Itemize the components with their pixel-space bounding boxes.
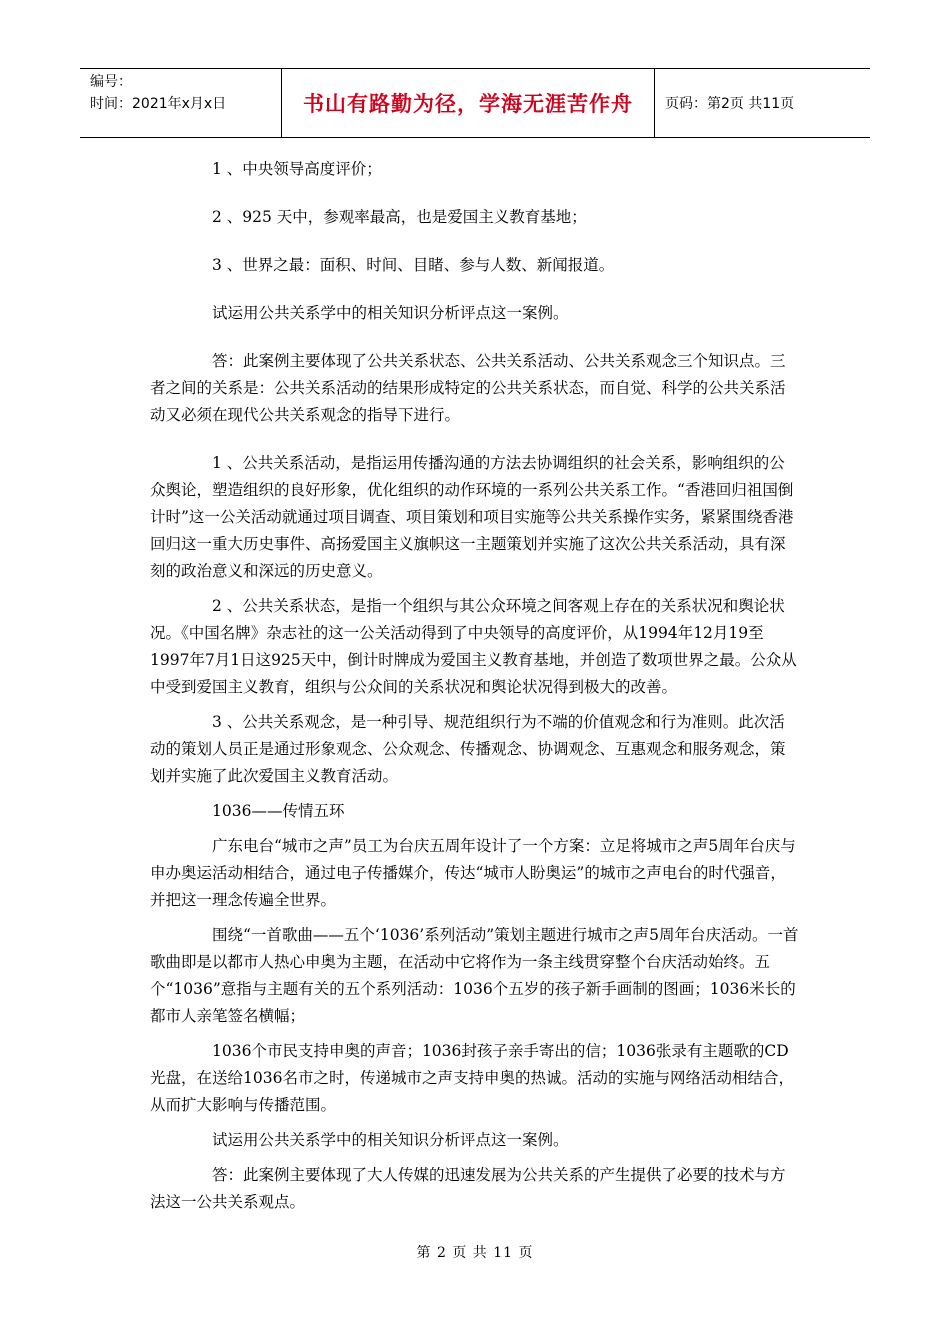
header-page-info: 页码：第2页 共11页 <box>665 96 795 112</box>
section-heading: 1036——传情五环 <box>212 802 345 820</box>
paragraph: 试运用公共关系学中的相关知识分析评点这一案例。 <box>212 1131 569 1149</box>
paragraph: 1 、公共关系活动，是指运用传播沟通的方法去协调组织的社会关系，影响组织的公众舆论，塑造组织的良好形象，优化组织的动作环境的一系列公共关系工作。“香港回归祖国倒计时”这一公关活动就通过项目调查、项目策划和项目实施等公共关系操作实务，紧紧围绕香港回归这一重大历史事件、高扬爱国主义旗帜这一主题策划并实施了这次公共关系活动，具有深刻的政治意义和深远的历史意义。 <box>150 454 794 580</box>
paragraph: 2 、公共关系状态，是指一个组织与其公众环境之间客观上存在的关系状况和舆论状况。《中国名牌》杂志社的这一公关活动得到了中央领导的高度评价，从1994年12月19至1997年7月1日这925天中，倒计时牌成为爱国主义教育基地，并创造了数项世界之最。公众从中受到爱国主义教育，组织与公众间的关系状况和舆论状况得到极大的改善。 <box>150 597 797 696</box>
paragraph: 2 、925 天中，参观率最高，也是爱国主义教育基地； <box>212 208 587 226</box>
paragraph: 1036个市民支持申奥的声音；1036封孩子亲手寄出的信；1036张录有主题歌的CD光盘，在送给1036名市之时，传递城市之声支持申奥的热诚。活动的实施与网络活动相结合，从而扩大影响与传播范围。 <box>150 1042 794 1114</box>
number-label: 编号： <box>90 74 132 90</box>
paragraph: 1 、中央领导高度评价； <box>212 160 382 178</box>
paragraph: 答：此案例主要体现了公共关系状态、公共关系活动、公共关系观念三个知识点。三者之间的关系是：公共关系活动的结果形成特定的公共关系状态，而自觉、科学的公共关系活动又必须在现代公共关系观念的指导下进行。 <box>150 352 786 424</box>
paragraph: 3 、世界之最：面积、时间、目睹、参与人数、新闻报道。 <box>212 256 615 274</box>
page-header <box>80 68 870 138</box>
paragraph: 试运用公共关系学中的相关知识分析评点这一案例。 <box>212 304 569 322</box>
paragraph: 广东电台“城市之声”员工为台庆五周年设计了一个方案：立足将城市之声5周年台庆与申办奥运活动相结合，通过电子传播媒介，传达“城市人盼奥运”的城市之声电台的时代强音，并把这一理念传遍全世界。 <box>150 837 796 909</box>
paragraph: 3 、公共关系观念，是一种引导、规范组织行为不端的价值观念和行为准则。此次活动的策划人员正是通过形象观念、公众观念、传播观念、协调观念、互惠观念和服务观念，策划并实施了此次爱国主义教育活动。 <box>150 713 786 785</box>
header-motto: 书山有路勤为径，学海无涯苦作舟 <box>282 69 655 137</box>
document-body <box>150 156 800 1224</box>
page-footer: 第 2 页 共 11 页 <box>416 1245 534 1261</box>
time-label: 时间：2021年x月x日 <box>90 96 227 112</box>
paragraph: 围绕“一首歌曲——五个‘1036’系列活动”策划主题进行城市之声5周年台庆活动。一首歌曲即是以都市人热心申奥为主题，在活动中它将作为一条主线贯穿整个台庆活动始终。五个“1036”意指与主题有关的五个系列活动：1036个五岁的孩子新手画制的图画；1036米长的都市人亲笔签名横幅； <box>150 926 799 1025</box>
header-meta <box>80 69 282 137</box>
paragraph: 答：此案例主要体现了大人传媒的迅速发展为公共关系的产生提供了必要的技术与方法这一公共关系观点。 <box>150 1166 786 1211</box>
